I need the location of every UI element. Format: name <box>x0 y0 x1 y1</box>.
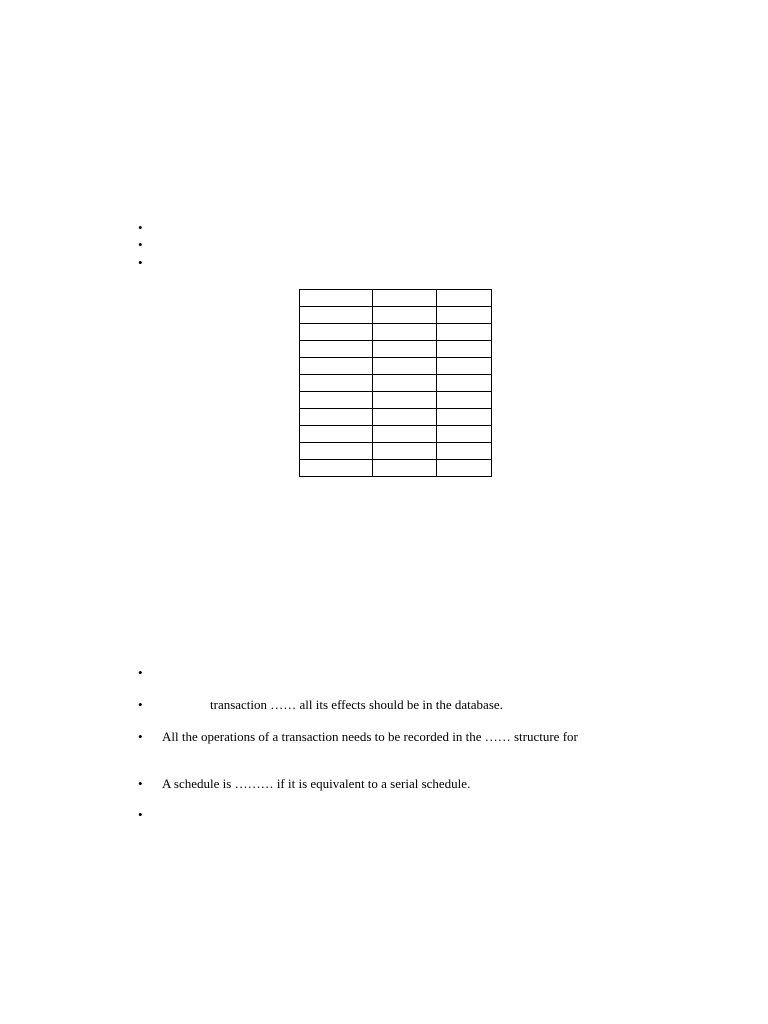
bullet-icon: • <box>138 237 143 252</box>
bottom-list-item-text: A schedule is ……… if it is equivalent to a serial schedule. <box>162 776 471 791</box>
table-cell <box>437 426 492 443</box>
bullet-icon: • <box>138 807 143 822</box>
table-row <box>300 443 492 460</box>
table-row <box>300 307 492 324</box>
bottom-list-item-text: All the operations of a transaction needs to be recorded in the …… structure for <box>162 729 578 744</box>
table-cell <box>300 375 373 392</box>
table-cell <box>437 392 492 409</box>
table-cell <box>437 409 492 426</box>
table-cell <box>300 358 373 375</box>
table-cell <box>300 324 373 341</box>
table-row <box>300 460 492 477</box>
table-cell <box>300 426 373 443</box>
table-cell <box>373 290 437 307</box>
table-cell <box>437 460 492 477</box>
empty-table <box>299 289 492 477</box>
table-cell <box>373 443 437 460</box>
bullet-icon: • <box>138 255 143 270</box>
table-cell <box>437 324 492 341</box>
table-row <box>300 375 492 392</box>
table-cell <box>437 358 492 375</box>
table-cell <box>373 307 437 324</box>
table-cell <box>373 460 437 477</box>
table-cell <box>300 443 373 460</box>
table-cell <box>437 307 492 324</box>
table-cell <box>373 358 437 375</box>
table-row <box>300 392 492 409</box>
bullet-icon: • <box>138 665 143 680</box>
table-cell <box>437 290 492 307</box>
bullet-icon: • <box>138 697 143 712</box>
table-cell <box>373 409 437 426</box>
bottom-list-item <box>138 728 658 748</box>
table-cell <box>300 392 373 409</box>
top-list-item <box>138 254 658 274</box>
table-cell <box>437 375 492 392</box>
bottom-list-item <box>138 664 658 684</box>
bullet-icon: • <box>138 729 143 744</box>
table-cell <box>373 375 437 392</box>
table-cell <box>373 341 437 358</box>
table-cell <box>300 409 373 426</box>
table-row <box>300 358 492 375</box>
bullet-icon: • <box>138 220 143 235</box>
bottom-list-item <box>138 806 658 826</box>
table-cell <box>437 443 492 460</box>
table-row <box>300 324 492 341</box>
table-cell <box>300 460 373 477</box>
table-cell <box>373 426 437 443</box>
top-list-item <box>138 236 658 256</box>
bottom-list-item <box>138 696 658 716</box>
table-row <box>300 341 492 358</box>
table-cell <box>437 341 492 358</box>
table-cell <box>300 307 373 324</box>
bottom-list-item <box>138 775 658 795</box>
bullet-icon: • <box>138 776 143 791</box>
table-cell <box>373 392 437 409</box>
bottom-list-item-text: transaction …… all its effects should be in the database. <box>210 697 503 712</box>
table-cell <box>300 341 373 358</box>
table-cell <box>373 324 437 341</box>
table-row <box>300 409 492 426</box>
table-cell <box>300 290 373 307</box>
table-row <box>300 426 492 443</box>
table-row <box>300 290 492 307</box>
